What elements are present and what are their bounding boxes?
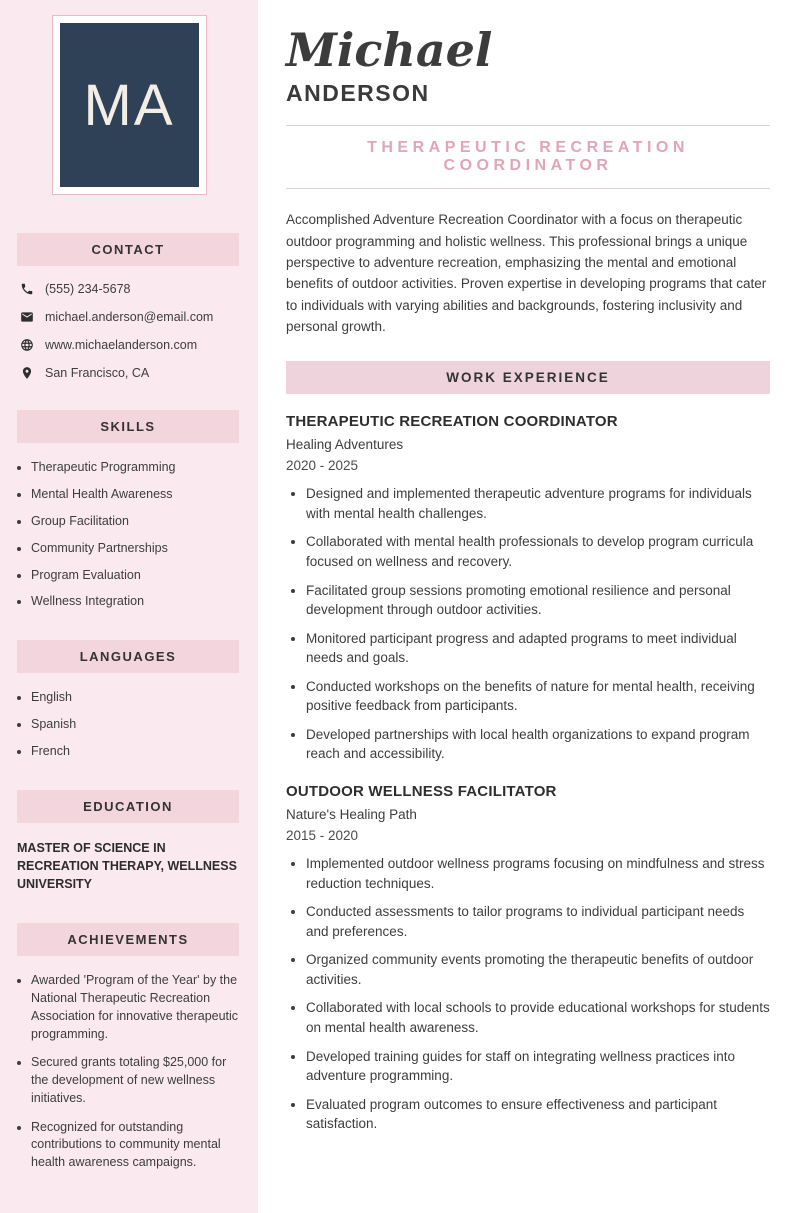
avatar-initials: MA bbox=[83, 72, 175, 138]
skills-list bbox=[0, 459, 244, 610]
job-bullet: • Developed partnerships with local health organizations to expand program reach and accessibility. bbox=[306, 725, 770, 764]
job-bullet: • Organized community events promoting the therapeutic benefits of outdoor activities. bbox=[306, 950, 770, 989]
contact-item-email bbox=[20, 310, 244, 324]
avatar-background bbox=[60, 23, 199, 187]
job-bullet: • Facilitated group sessions promoting emotional resilience and personal development through outdoor activities. bbox=[306, 581, 770, 620]
globe-icon bbox=[20, 338, 34, 352]
job-dates: 2015 - 2020 bbox=[286, 828, 359, 844]
divider-top bbox=[286, 125, 770, 126]
job-bullet: • Evaluated program outcomes to ensure effectiveness and participant satisfaction. bbox=[306, 1095, 770, 1134]
job-entry-1 bbox=[286, 413, 770, 764]
skill-item: • Community Partnerships bbox=[31, 540, 244, 557]
last-name: ANDERSON bbox=[286, 80, 430, 107]
skills-section-title: SKILLS bbox=[17, 410, 239, 443]
achievements-list bbox=[0, 972, 244, 1172]
job-bullets bbox=[286, 484, 770, 764]
job-title: OUTDOOR WELLNESS FACILITATOR bbox=[286, 783, 557, 801]
contact-item-website bbox=[20, 338, 244, 352]
job-dates: 2020 - 2025 bbox=[286, 458, 359, 474]
language-item: • French bbox=[31, 743, 244, 760]
email-icon bbox=[20, 310, 34, 324]
job-bullet: • Collaborated with mental health professionals to develop program curricula focused on wellness and recovery. bbox=[306, 532, 770, 571]
languages-list bbox=[0, 689, 244, 760]
skill-item: • Wellness Integration bbox=[31, 593, 244, 610]
main-content bbox=[258, 0, 800, 1213]
contact-website-text: www.michaelanderson.com bbox=[45, 338, 198, 352]
job-title-header: THERAPEUTIC RECREATION COORDINATOR bbox=[367, 139, 689, 175]
work-experience-header: WORK EXPERIENCE bbox=[286, 361, 770, 394]
job-bullets bbox=[286, 854, 770, 1134]
contact-item-location bbox=[20, 366, 244, 380]
job-entry-2 bbox=[286, 783, 770, 1134]
skill-item: • Mental Health Awareness bbox=[31, 486, 244, 503]
achievement-item: • Awarded 'Program of the Year' by the National Therapeutic Recreation Association for innovative therapeutic programming. bbox=[31, 972, 244, 1043]
job-bullet: • Implemented outdoor wellness programs focusing on mindfulness and stress reduction techniques. bbox=[306, 854, 770, 893]
job-bullet: • Monitored participant progress and adapted programs to meet individual needs and goals. bbox=[306, 629, 770, 668]
summary-paragraph: Accomplished Adventure Recreation Coordinator with a focus on therapeutic outdoor programming and holistic wellness. This professional brings a unique perspective to adventure recreation, emphasizing the mental and emotional benefits of outdoor activities. Proven expertise in developing programs that cater to individuals with varying abilities and backgrounds, fostering inclusivity and personal growth. bbox=[286, 212, 767, 334]
contact-section-title: CONTACT bbox=[17, 233, 239, 266]
contact-item-phone bbox=[20, 282, 244, 296]
contact-email-text: michael.anderson@email.com bbox=[45, 310, 214, 324]
achievement-item: • Recognized for outstanding contributions to community mental health awareness campaigns. bbox=[31, 1119, 244, 1172]
company-name: Healing Adventures bbox=[286, 437, 404, 453]
achievement-item: • Secured grants totaling $25,000 for the development of new wellness initiatives. bbox=[31, 1054, 244, 1107]
skill-item: • Therapeutic Programming bbox=[31, 459, 244, 476]
job-title: THERAPEUTIC RECREATION COORDINATOR bbox=[286, 413, 618, 431]
divider-bottom bbox=[286, 188, 770, 189]
company-name: Nature's Healing Path bbox=[286, 807, 417, 823]
job-bullet: • Collaborated with local schools to provide educational workshops for students on mental health awareness. bbox=[306, 998, 770, 1037]
job-bullet: • Designed and implemented therapeutic adventure programs for individuals with mental health challenges. bbox=[306, 484, 770, 523]
skill-item: • Program Evaluation bbox=[31, 567, 244, 584]
contact-location-text: San Francisco, CA bbox=[45, 366, 150, 380]
first-name: Michael bbox=[286, 23, 493, 77]
contact-phone-text: (555) 234-5678 bbox=[45, 282, 131, 296]
education-degree: MASTER OF SCIENCE IN RECREATION THERAPY, WELLNESS UNIVERSITY bbox=[17, 840, 237, 892]
avatar bbox=[52, 15, 207, 195]
job-bullet: • Conducted workshops on the benefits of nature for mental health, receiving positive feedback from participants. bbox=[306, 677, 770, 716]
sidebar bbox=[0, 0, 258, 1213]
languages-section-title: LANGUAGES bbox=[17, 640, 239, 673]
education-section-title: EDUCATION bbox=[17, 790, 239, 823]
job-bullet: • Developed training guides for staff on integrating wellness practices into adventure programming. bbox=[306, 1047, 770, 1086]
job-bullet: • Conducted assessments to tailor programs to individual participant needs and preferences. bbox=[306, 902, 770, 941]
achievements-section-title: ACHIEVEMENTS bbox=[17, 923, 239, 956]
location-icon bbox=[20, 366, 34, 380]
skill-item: • Group Facilitation bbox=[31, 513, 244, 530]
phone-icon bbox=[20, 282, 34, 296]
language-item: • Spanish bbox=[31, 716, 244, 733]
language-item: • English bbox=[31, 689, 244, 706]
